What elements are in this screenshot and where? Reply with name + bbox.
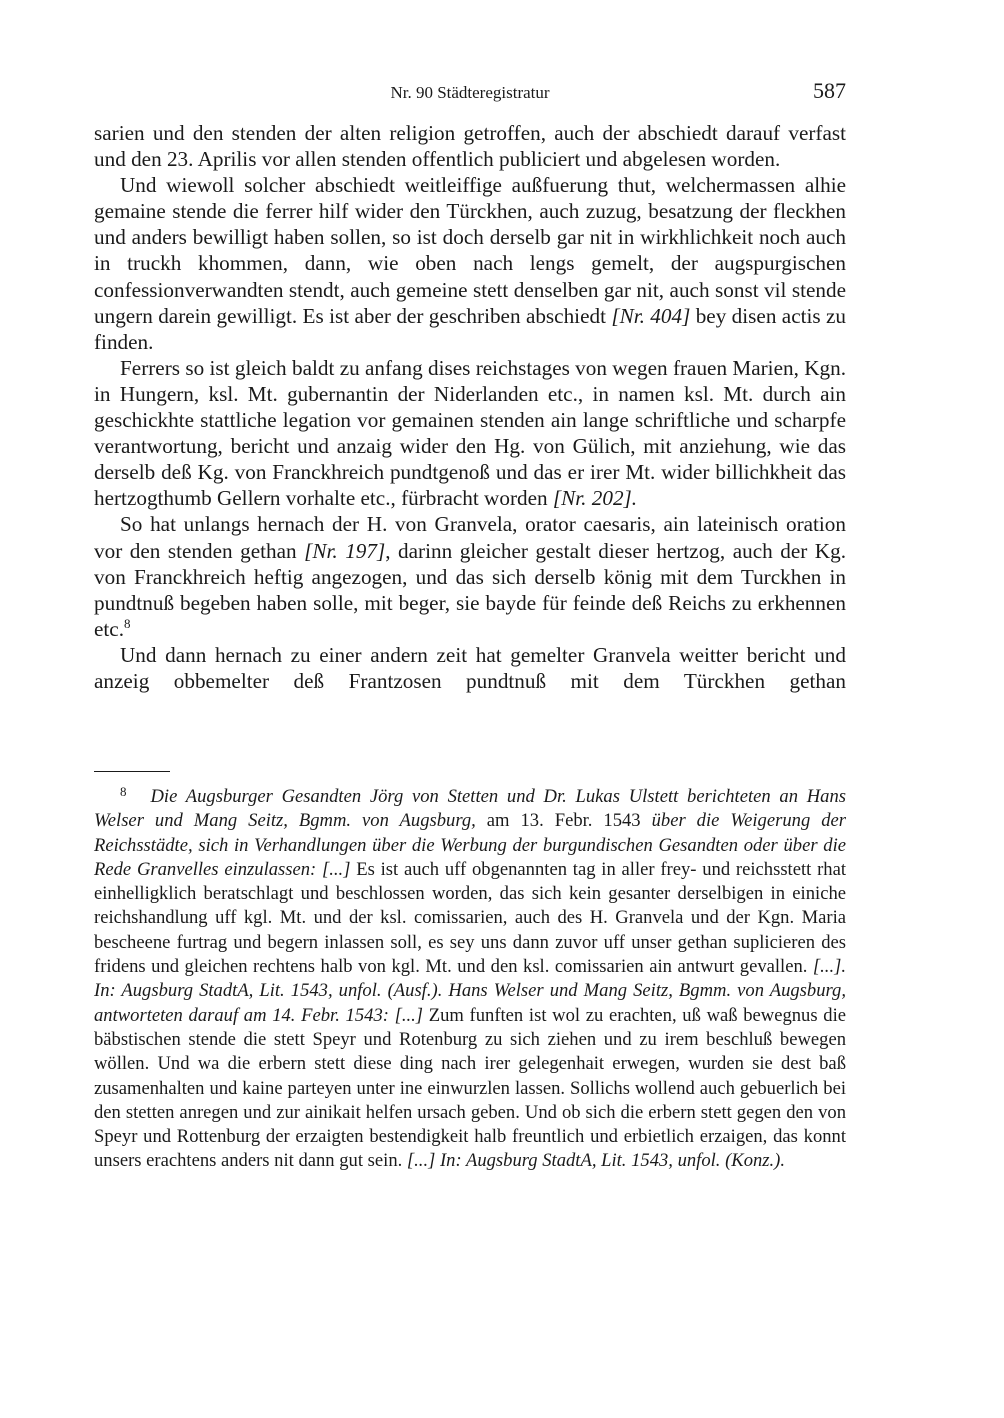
footnote-citation: [...]. In: Augsburg StadtA, Lit. 1543, unfol. (Ausf.). Hans Welser und Mang Seitz, Bgmm. von Augsburg, antworteten darauf am 14. Febr. 1543: [...] xyxy=(94,956,846,1026)
document-reference: [Nr. 197] xyxy=(304,538,386,563)
footnote-text: Zum funften ist wol zu erachten, uß waß bewegnus die bäbstischen stende die stett Speyr und Rotenburg zu sich ziehen und zu irem beschluß bewegen wöllen. Und wa die erbern stett diese ding nach irer gelegenhait erwegen, wurden sie dest baß zusamenhalten und kaine parteyen unter ine einwurzlen lassen. Sollichs wollend auch gebuerlich bei den stetten anregen und zur ainikait helfen ursach geben. Und ob sich die erbern stett gegen den von Speyr und Rottenburg der erzaigten bestendigkeit halb freuntlich und erbietlich erzaigen, das konnt unsers erachtens anders nit dann gut sein. xyxy=(94,1004,846,1172)
footnote-reference[interactable]: 8 xyxy=(124,615,131,631)
footnote-number: 8 xyxy=(120,784,127,799)
document-reference: [Nr. 202]. xyxy=(552,486,638,511)
paragraph xyxy=(94,642,846,694)
paragraph xyxy=(94,355,846,512)
footnotes xyxy=(94,785,846,1174)
footnote-citation: [...] In: Augsburg StadtA, Lit. 1543, unfol. (Konz.). xyxy=(406,1150,786,1172)
text-segment: sarien und den stenden der alten religion getroffen, auch der abschiedt darauf verfast und den 23. Aprilis vor allen stenden offentlich publiciert und abgelesen worden. xyxy=(94,121,846,172)
footnote-separator xyxy=(94,771,170,772)
running-head xyxy=(94,80,846,106)
text-segment: Ferrers so ist gleich baldt zu anfang dises reichstages von wegen frauen Marien, Kgn. in Hungern, ksl. Mt. gubernantin der Niderlanden etc., in namen ksl. Mt. durch ain geschickhte stattliche legation vor gemainen stenden ain lange schriftliche und scharpfe verantwortung, bericht und anzaig wider den Hg. von Gülich, mit anziehung, wie das derselb deß Kg. von Franckhreich pundtgenoß und das er irer Mt. wider billichkheit das hertzogthumb Gellern vorhalte etc., fürbracht worden xyxy=(94,355,846,511)
footnote-text: Es ist auch uff obgenannten tag in aller frey- und reichsstett rhat einhelligklich beratschlagt und beschlossen worden, das sich kein gesanter derselbigen in einiche reichshandlung uff kgl. Mt. und der ksl. comissarien, auch des H. Granvela und der Kgn. Maria bescheene furtrag und begern inlassen soll, es sey uns dann zuvor uff unser gethan suplicieren des fridens und gleichen rechtens halb von kgl. Mt. und den ksl. comissarien ain antwurt gevallen. xyxy=(94,858,847,978)
footnote xyxy=(94,785,846,1174)
footnote-italic: über die Weigerung der Reichsstädte, sich in Verhandlungen über die Werbung der burgundischen Gesandten oder über die Rede Granvelles einzulassen: [...] xyxy=(94,810,847,880)
text-segment: So hat unlangs hernach der H. von Granvela, orator caesaris, ain lateinisch oration vor den stenden gethan xyxy=(94,512,846,563)
document-reference: [Nr. 404] xyxy=(611,303,691,328)
text-segment: Und wiewoll solcher abschiedt weitleiffige außfuerung thut, welchermassen alhie gemaine stende die ferrer hilf wider den Türckhen, auch zuzug, besatzung der fleckhen und anders bewilligt haben sollen, so ist doch derselb gar nit in wirkhlichkeit noch auch in truckh khommen, dann, wie oben nach lengs gemelt, der augspurgischen confessionverwandten stendt, auch gemeine stett denselben gar nit, auch sonst vil stende ungern darein gewilligt. Es ist aber der geschriben abschiedt xyxy=(94,173,846,328)
text-segment: bey disen actis zu finden. xyxy=(94,303,846,354)
text-segment: Und dann hernach zu einer andern zeit hat gemelter Granvela weitter bericht und anzeig obbemelter deß Frantzosen pundtnuß mit dem Türckhen gethan xyxy=(94,642,846,693)
paragraph xyxy=(94,120,846,172)
footnote-italic: Die Augsburger Gesandten Jörg von Stetten und Dr. Lukas Ulstett berichteten an Hans Welser und Mang Seitz, Bgmm. von Augsburg, xyxy=(94,786,846,832)
footnote-text: am 13. Febr. 1543 xyxy=(475,810,652,832)
page-number: 587 xyxy=(813,78,846,103)
paragraph xyxy=(94,172,846,355)
main-text xyxy=(94,120,846,694)
text-segment: , darinn gleicher gestalt dieser hertzog, auch der Kg. von Franckhreich heftig angezogen, und das sich derselb könig mit dem Turckhen in pundtnuß begeben haben solle, mit beger, sie bayde für feinde deß Reichs zu erkhennen etc. xyxy=(94,538,846,641)
paragraph xyxy=(94,511,846,641)
running-title: Nr. 90 Städteregistratur xyxy=(390,83,550,102)
